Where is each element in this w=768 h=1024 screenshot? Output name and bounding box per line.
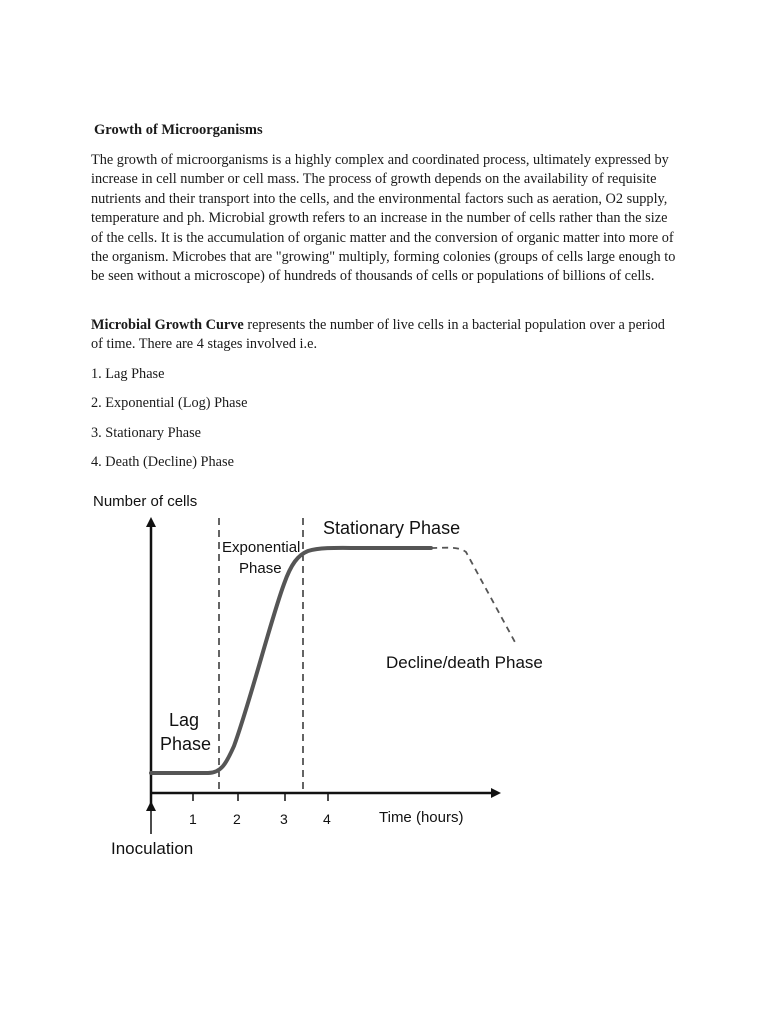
- intro-paragraph: The growth of microorganisms is a highly complex and coordinated process, ultimately expressed by increase in cell number or cell mass. The process of growth depends on the availability of requisite nutrients and their transport into the cells, and the environmental factors such as aeration, O2 supply, temperature and ph. Microbial growth refers to an increase in the number of cells rather than the size of the cells. It is the accumulation of organic matter and the conversion of organic matter into more of the organism. Microbes that are "growing" multiply, forming colonies (groups of cells large enough to be seen without a microscope) of hundreds of thousands of cells or populations of billions of cells.: [91, 152, 676, 285]
- list-item: 3. Stationary Phase: [91, 425, 201, 441]
- phase-label-lag: Phase: [160, 734, 212, 754]
- phase-label-exponential: Exponential: [222, 539, 301, 556]
- list-item: 2. Exponential (Log) Phase: [91, 395, 248, 411]
- phase-label-exponential: Phase: [239, 560, 282, 577]
- growth-curve-term: Microbial Growth Curve: [91, 317, 244, 333]
- list-item: 4. Death (Decline) Phase: [91, 454, 234, 470]
- growth-curve-paragraph: [91, 316, 676, 355]
- decline-curve-line: [431, 548, 516, 644]
- growth-curve-figure: [86, 484, 552, 858]
- growth-curve-description: represents the number of live cells in a bacterial population over a period of time. There are 4 stages involved i.e.: [91, 317, 665, 353]
- document-title: Growth of Microorganisms: [94, 122, 263, 138]
- x-axis-label: Time (hours): [379, 809, 464, 826]
- x-tick-label: 4: [323, 811, 331, 827]
- y-axis-label: Number of cells: [93, 493, 198, 510]
- phase-label-lag: Lag: [169, 710, 200, 730]
- x-tick-label: 2: [233, 811, 241, 827]
- growth-curve-diagram: [86, 484, 552, 858]
- list-item: 1. Lag Phase: [91, 366, 165, 382]
- inoculation-label: Inoculation: [111, 839, 194, 858]
- phase-label-decline: Decline/death Phase: [386, 653, 543, 672]
- x-tick-label: 1: [189, 811, 197, 827]
- phase-label-stationary: Stationary Phase: [323, 518, 461, 538]
- x-tick-label: 3: [280, 811, 288, 827]
